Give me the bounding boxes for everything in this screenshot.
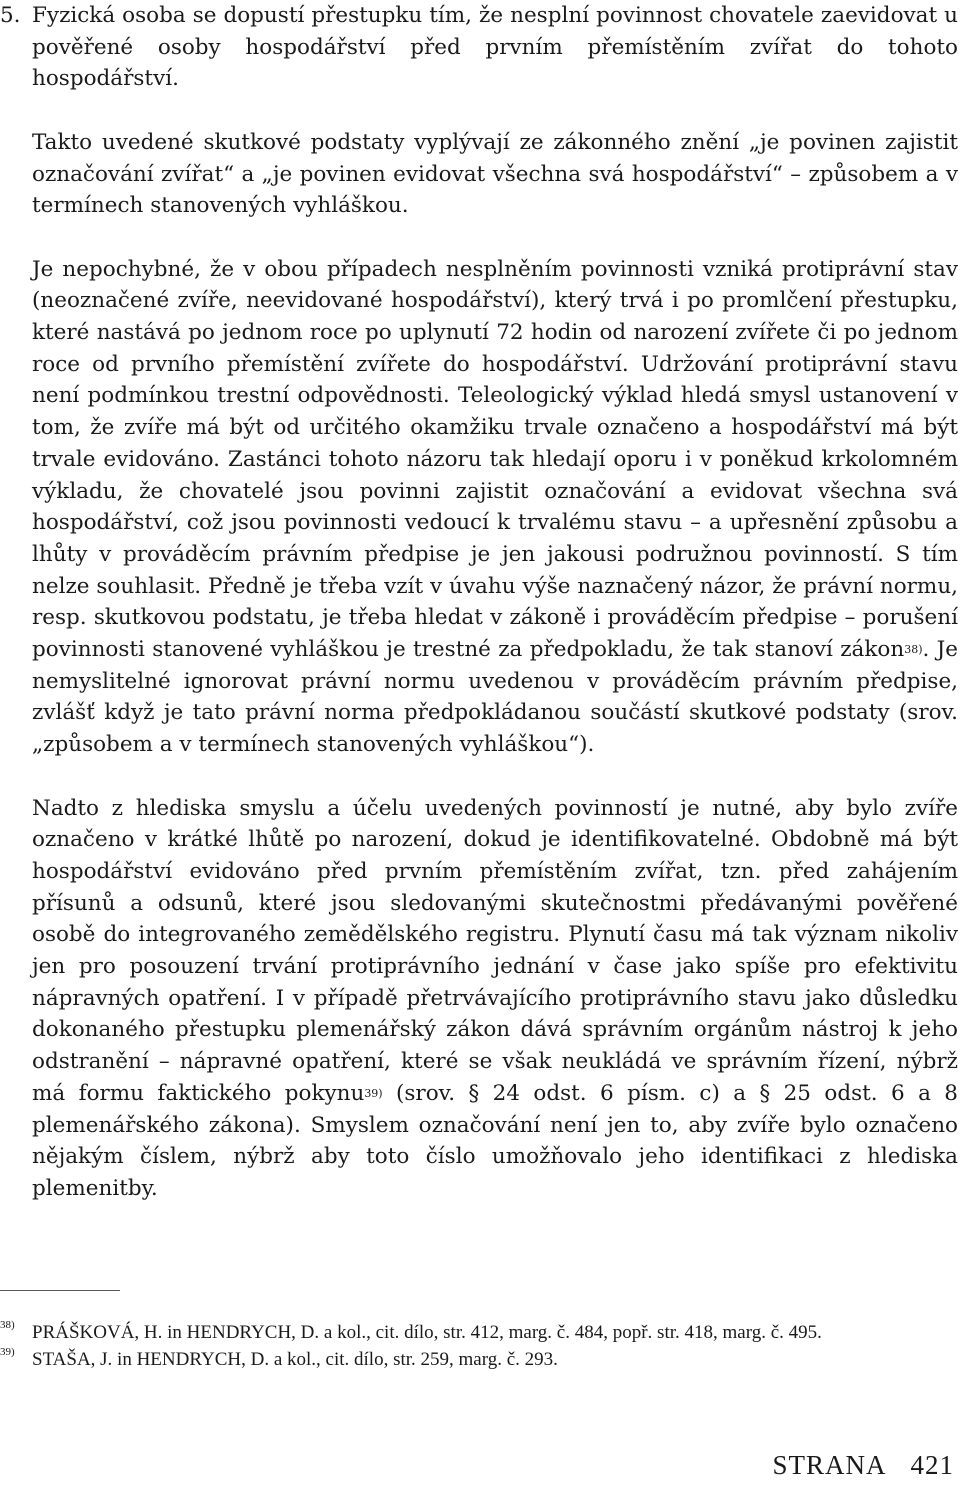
paragraph-3-text-cont: (srov. § 24 odst. 6 písm. c) a § 25 odst. 6 a 8 plemenářského zákona). Smyslem označování není jen to, aby zvíře bylo označeno nějakým číslem, nýbrž aby toto číslo umožňovalo jeho identifikaci z hlediska plemenitby. bbox=[32, 1080, 958, 1201]
footnote-separator bbox=[0, 1290, 120, 1291]
paragraph-2-text-cont: . Je nemyslitelné ignorovat právní normu uvedenou v prováděcím právním předpise, zvlášť když je tato právní norma předpokládanou součástí skutkové podstaty (srov. „způsobem a v termínech stanovených vyhláškou“). bbox=[32, 637, 959, 758]
footnote-text: STAŠA, J. in HENDRYCH, D. a kol., cit. dílo, str. 259, marg. č. 293. bbox=[32, 1349, 558, 1370]
footnote-mark: 39) bbox=[0, 1346, 15, 1358]
paragraph-3-text: Nadto z hlediska smyslu a účelu uvedených povinností je nutné, aby bylo zvíře označeno v krátké lhůtě po narození, dokud je identifikovatelné. Obdobně má být hospodářství evidováno před prvním přemístěním zvířat, tzn. před zahájením přísunů a odsunů, které jsou sledovanými skutečnostmi předávanými pověřené osobě do integrovaného zemědělského registru. Plynutí času má tak význam nikoliv jen pro posouzení trvání protiprávního jednání v čase jako spíše pro efektivitu nápravných opatření. I v případě přetrvávajícího protiprávního stavu jako důsledku dokonaného přestupku plemenářský zákon dává správním orgánům nástroj k jeho odstranění – nápravné opatření, které se však neukládá ve správním řízení, nýbrž má formu faktického pokynu bbox=[32, 795, 958, 1106]
footnotes bbox=[0, 1320, 960, 1374]
footnote-mark: 38) bbox=[0, 1319, 15, 1331]
list-item-number: 5. bbox=[0, 3, 21, 28]
page-number: 421 bbox=[910, 1450, 954, 1480]
footnote-ref-39[interactable]: 39) bbox=[364, 1086, 383, 1100]
list-item-text: Fyzická osoba se dopustí přestupku tím, že nesplní povinnost chovatele zaevidovat u pověřené osoby hospodářství před prvním přemístěním zvířat do tohoto hospodářství. bbox=[32, 3, 958, 92]
paragraph-3 bbox=[32, 793, 958, 1205]
paragraph-1: Takto uvedené skutkové podstaty vyplývají ze zákonného znění „je povinen zajistit označování zvířat“ a „je povinen evidovat všechna svá hospodářství“ – způsobem a v termínech stanovených vyhláškou. bbox=[32, 129, 958, 219]
footnote-text: PRÁŠKOVÁ, H. in HENDRYCH, D. a kol., cit. dílo, str. 412, marg. č. 484, popř. str. 418, marg. č. 495. bbox=[32, 1322, 822, 1343]
paragraph-2-text: Je nepochybné, že v obou případech nesplněním povinnosti vzniká protiprávní stav (neoznačené zvíře, neevidované hospodářství), který trvá i po promlčení přestupku, které nastává po jednom roce po uplynutí 72 hodin od narození zvířete či po jednom roce od prvního přemístění zvířete do hospodářství. Udržování protiprávní stavu není podmínkou trestní odpovědnosti. Teleologický výklad hledá smysl ustanovení v tom, že zvíře má být od určitého okamžiku trvale označeno a hospodářství má být trvale evidováno. Zastánci tohoto názoru tak hledají oporu i v poněkud krkolomném výkladu, že chovatelé jsou povinni zajistit označování a evidovat všechna svá hospodářství, což jsou povinnosti vedoucí k trvalému stavu – a upřesnění způsobu a lhůty v prováděcím právním předpise je jen jakousi podružnou povinností. S tím nelze souhlasit. Předně je třeba vzít v úvahu výše naznačený názor, že právní normu, resp. skutkovou podstatu, je třeba hledat v zákoně i prováděcím předpise – porušení povinnosti stanovené vyhláškou je trestné za předpokladu, že tak stanoví zákon bbox=[32, 256, 958, 663]
footer-label: STRANA bbox=[772, 1450, 887, 1480]
footnote-39 bbox=[0, 1347, 958, 1372]
paragraph-2 bbox=[32, 254, 958, 761]
page-footer bbox=[772, 1450, 954, 1481]
footnote-38 bbox=[0, 1320, 958, 1345]
footnote-ref-38[interactable]: 38) bbox=[904, 643, 923, 657]
list-item-5 bbox=[0, 0, 958, 95]
